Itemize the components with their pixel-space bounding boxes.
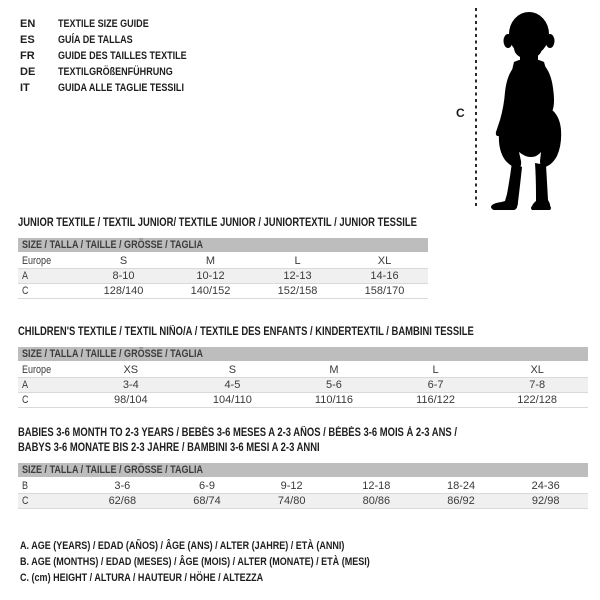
cell-value: L — [294, 255, 301, 267]
size-header-bar — [18, 463, 588, 477]
table-title — [18, 216, 428, 231]
language-row-en — [20, 16, 215, 32]
cell-value: 68/74 — [193, 495, 221, 507]
cell-value: 122/128 — [517, 394, 558, 406]
language-row-de — [20, 64, 215, 80]
language-title — [58, 16, 169, 32]
cell-value: 62/68 — [108, 495, 137, 507]
language-title — [58, 64, 198, 80]
row-label — [18, 284, 80, 298]
height-measure-label: C — [456, 106, 465, 120]
cell-value: 7-8 — [529, 379, 546, 391]
language-title-text: GUIDA ALLE TAGLIE TESSILI — [58, 82, 184, 94]
row-label — [18, 378, 80, 392]
row-label-text: C — [22, 394, 29, 406]
table-row — [18, 494, 588, 509]
cell-value: 152/158 — [277, 285, 318, 297]
language-title — [58, 32, 149, 48]
cell-value: 74/80 — [277, 495, 306, 507]
cell-value: L — [432, 364, 439, 376]
row-label-text: A — [22, 270, 29, 282]
row-label-text: B — [22, 480, 29, 492]
cell-value: S — [228, 364, 237, 376]
cell-value: 6-9 — [199, 480, 215, 492]
language-row-it — [20, 80, 215, 96]
cell-value: 4-5 — [224, 379, 241, 391]
cell-value: M — [329, 364, 339, 376]
language-code: IT — [20, 82, 30, 94]
language-code: EN — [20, 18, 36, 30]
cell-value: 110/116 — [314, 394, 354, 406]
cell-value: XL — [530, 364, 544, 376]
row-label-text: C — [22, 495, 29, 507]
cell-value: XS — [123, 364, 139, 376]
cell-value: 24-36 — [531, 480, 560, 492]
babies-textile-table — [18, 426, 588, 509]
footnote-line-text: A. AGE (YEARS) / EDAD (AÑOS) / ÂGE (ANS) / ALTER (JAHRE) / ETÀ (ANNI) — [20, 540, 345, 552]
cell-value: 12-13 — [283, 270, 312, 282]
table-row — [18, 378, 588, 393]
table-title-line-text: JUNIOR TEXTILE / TEXTIL JUNIOR/ TEXTILE JUNIOR / JUNIORTEXTIL / JUNIOR TESSILE — [18, 217, 417, 229]
height-measure-line — [475, 8, 477, 206]
row-label — [18, 269, 80, 283]
cell-value: 116/122 — [416, 394, 456, 406]
language-row-fr — [20, 48, 215, 64]
row-label — [18, 494, 80, 508]
cell-value: 140/152 — [190, 285, 231, 297]
row-label — [18, 393, 80, 407]
table-title-line — [18, 441, 588, 456]
junior-textile-table — [18, 216, 428, 299]
childrens-textile-table — [18, 325, 588, 408]
cell-value: 10-12 — [196, 270, 225, 282]
size-header-bar — [18, 347, 588, 361]
language-title-text: TEXTILE SIZE GUIDE — [58, 18, 149, 30]
baby-silhouette-icon — [484, 10, 576, 210]
table-title-line — [18, 325, 588, 340]
language-code: DE — [20, 66, 36, 78]
row-label-text: A — [22, 379, 29, 391]
table-row — [18, 284, 428, 299]
cell-value: 92/98 — [531, 495, 560, 507]
footnotes — [20, 538, 447, 586]
cell-value: 8-10 — [112, 270, 135, 282]
footnote-line-text: B. AGE (MONTHS) / EDAD (MESES) / ÂGE (MOIS) / ALTER (MONATE) / ETÀ (MESI) — [20, 556, 370, 568]
table-row — [18, 479, 588, 494]
cell-value: 80/86 — [362, 495, 391, 507]
table-row — [18, 254, 428, 269]
size-header-bar-text: SIZE / TALLA / TAILLE / GRÖSSE / TAGLIA — [22, 239, 204, 251]
row-label — [18, 479, 80, 493]
row-label-text: Europe — [22, 364, 52, 376]
table-title-line — [18, 426, 588, 441]
language-title-text: GUIDE DES TAILLES TEXTILE — [58, 50, 187, 62]
cell-value: 14-16 — [370, 270, 399, 282]
cell-value: 3-4 — [122, 379, 139, 391]
language-title-text: TEXTILGRÖßENFÜHRUNG — [58, 66, 173, 78]
language-code: FR — [20, 50, 35, 62]
size-header-bar-text: SIZE / TALLA / TAILLE / GRÖSSE / TAGLIA — [22, 464, 204, 476]
cell-value: 18-24 — [446, 480, 476, 492]
size-header-bar-text: SIZE / TALLA / TAILLE / GRÖSSE / TAGLIA — [22, 348, 204, 360]
footnote-line — [20, 570, 447, 586]
table-title-line-text: CHILDREN'S TEXTILE / TEXTIL NIÑO/A / TEXTILE DES ENFANTS / KINDERTEXTIL / BAMBINI TESSILE — [18, 326, 474, 338]
cell-value: 158/170 — [364, 285, 405, 297]
language-title-text: GUÍA DE TALLAS — [58, 34, 133, 46]
table-title — [18, 325, 588, 340]
row-label — [18, 254, 80, 268]
footnote-line-text: C. (cm) HEIGHT / ALTURA / HAUTEUR / HÖHE / ALTEZZA — [20, 572, 264, 584]
language-title-list — [20, 16, 215, 96]
cell-value: XL — [377, 255, 392, 267]
language-title — [58, 80, 212, 96]
table-row — [18, 363, 588, 378]
cell-value: 3-6 — [114, 480, 131, 492]
row-label-text: C — [22, 285, 29, 297]
table-title-line-text: BABYS 3-6 MONATE BIS 2-3 JAHRE / BAMBINI 3-6 MESI A 2-3 ANNI — [18, 442, 320, 454]
row-label-text: Europe — [22, 255, 52, 267]
footnote-line — [20, 554, 447, 570]
cell-value: 128/140 — [103, 285, 144, 297]
row-label — [18, 363, 80, 377]
cell-value: 9-12 — [280, 480, 303, 492]
table-row — [18, 393, 588, 408]
language-code: ES — [20, 34, 35, 46]
table-row — [18, 269, 428, 284]
cell-value: 5-6 — [326, 379, 342, 391]
cell-value: 98/104 — [113, 394, 148, 406]
footnote-line — [20, 538, 447, 554]
cell-value: S — [119, 255, 128, 267]
cell-value: 12-18 — [362, 480, 391, 492]
size-header-bar — [18, 238, 428, 252]
cell-value: 6-7 — [427, 379, 444, 391]
language-title — [58, 48, 215, 64]
language-row-es — [20, 32, 215, 48]
cell-value: 86/92 — [447, 495, 475, 507]
cell-value: M — [205, 255, 216, 267]
cell-value: 104/110 — [212, 394, 252, 406]
table-title-line — [18, 216, 428, 231]
table-title-line-text: BABIES 3-6 MONTH TO 2-3 YEARS / BEBÉS 3-6 MESES A 2-3 AÑOS / BÉBÉS 3-6 MOIS À 2-3 ANS / — [18, 427, 457, 439]
table-title — [18, 426, 588, 456]
